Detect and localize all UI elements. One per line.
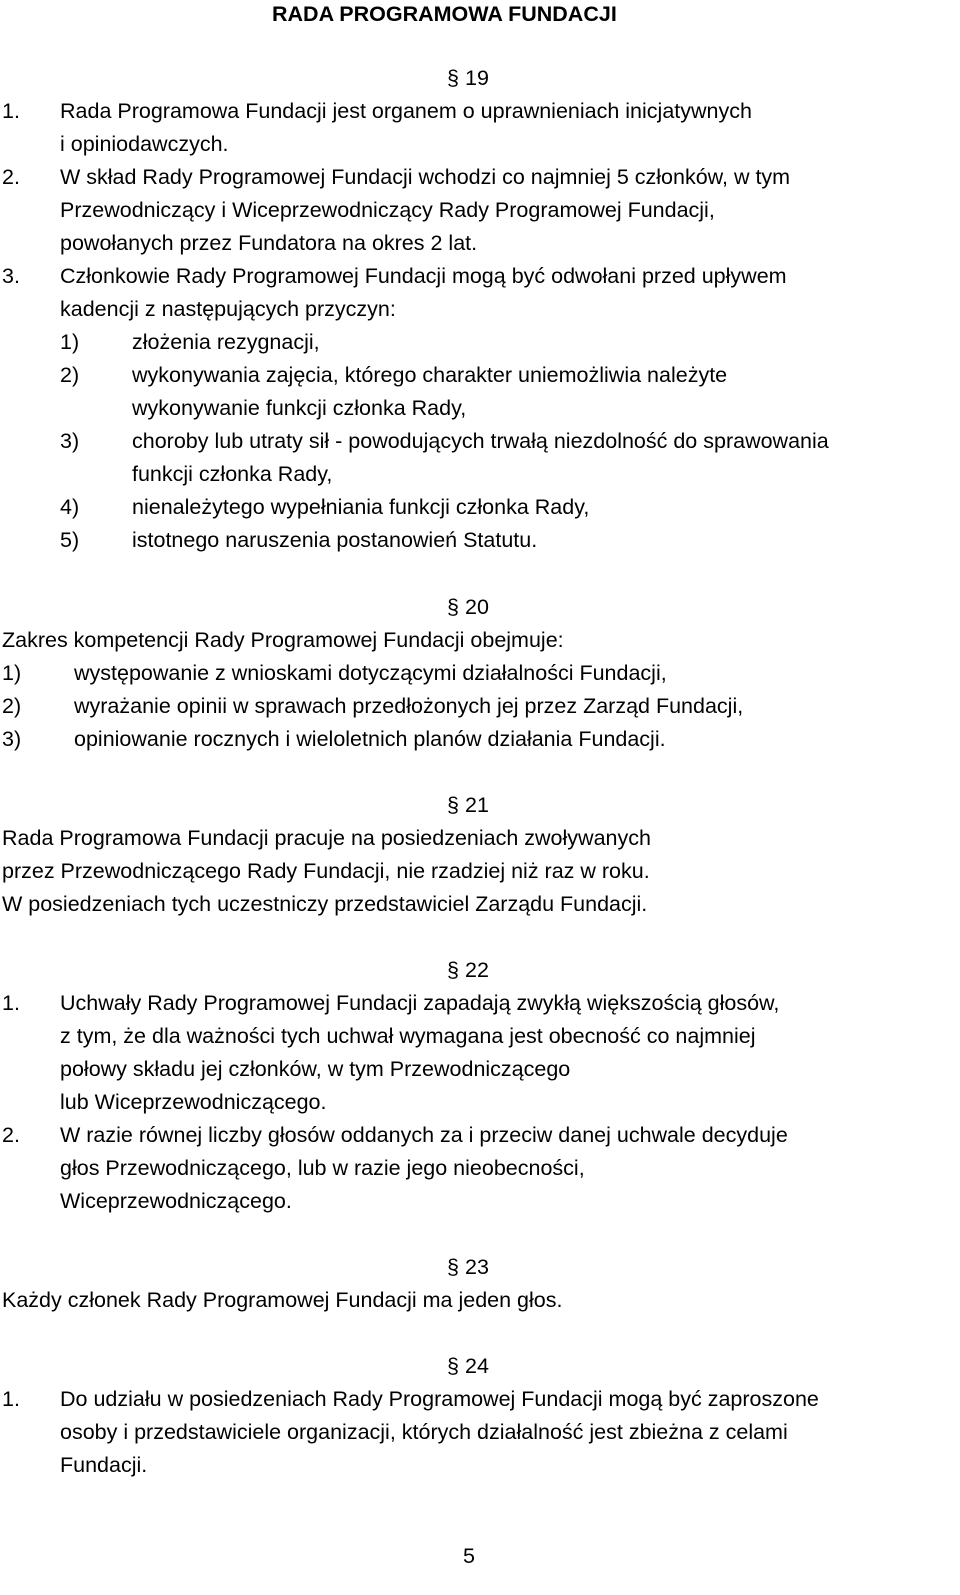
section-heading-21: § 21	[447, 793, 489, 817]
subitem-number: 2)	[60, 363, 80, 387]
section-heading-19: § 19	[447, 66, 489, 90]
item-number: 1)	[2, 661, 22, 685]
item-text: W razie równej liczby głosów oddanych za i przeciw danej uchwale decyduje	[60, 1123, 788, 1147]
item-text: Rada Programowa Fundacji jest organem o uprawnieniach inicjatywnych	[60, 99, 752, 123]
section-intro: Zakres kompetencji Rady Programowej Fundacji obejmuje:	[2, 628, 564, 652]
section-heading-23: § 23	[447, 1255, 489, 1279]
subitem-text: wykonywania zajęcia, którego charakter uniemożliwia należyte	[132, 363, 728, 387]
item-number: 2)	[2, 694, 22, 718]
subitem-text: nienależytego wypełniania funkcji członka Rady,	[132, 495, 590, 519]
section-sign-icon: §	[447, 595, 459, 619]
section-sign-icon: §	[447, 958, 459, 982]
section-sign-icon: §	[447, 1354, 459, 1378]
item-text: Członkowie Rady Programowej Fundacji mogą być odwołani przed upływem	[60, 264, 787, 288]
item-number: 3.	[2, 264, 20, 288]
item-text: Do udziału w posiedzeniach Rady Programowej Fundacji mogą być zaproszone	[60, 1387, 819, 1411]
item-text: kadencji z następujących przyczyn:	[60, 297, 396, 321]
subitem-text: funkcji członka Rady,	[132, 462, 333, 486]
item-text: głos Przewodniczącego, lub w razie jego nieobecności,	[60, 1156, 585, 1180]
item-text: i opiniodawczych.	[60, 132, 229, 156]
item-number: 1.	[2, 99, 20, 123]
paragraph-line: Rada Programowa Fundacji pracuje na posiedzeniach zwoływanych	[2, 826, 651, 850]
section-sign-icon: §	[447, 1255, 459, 1279]
paragraph-line: Każdy członek Rady Programowej Fundacji ma jeden głos.	[2, 1288, 563, 1312]
item-text: Uchwały Rady Programowej Fundacji zapadają zwykłą większością głosów,	[60, 991, 780, 1015]
section-sign-icon: §	[447, 793, 459, 817]
item-text: osoby i przedstawiciele organizacji, których działalność jest zbieżna z celami	[60, 1420, 788, 1444]
subitem-number: 5)	[60, 528, 80, 552]
subitem-text: wykonywanie funkcji członka Rady,	[132, 396, 467, 420]
section-heading-24: § 24	[447, 1354, 489, 1378]
item-text: Przewodniczący i Wiceprzewodniczący Rady Programowej Fundacji,	[60, 198, 715, 222]
item-number: 3)	[2, 727, 22, 751]
subitem-text: istotnego naruszenia postanowień Statutu.	[132, 528, 538, 552]
subitem-number: 3)	[60, 429, 80, 453]
section-heading-20: § 20	[447, 595, 489, 619]
item-text: lub Wiceprzewodniczącego.	[60, 1090, 327, 1114]
item-number: 2.	[2, 165, 20, 189]
subitem-number: 1)	[60, 330, 80, 354]
item-number: 2.	[2, 1123, 20, 1147]
item-text: z tym, że dla ważności tych uchwał wymagana jest obecność co najmniej	[60, 1024, 756, 1048]
item-text: połowy składu jej członków, w tym Przewodniczącego	[60, 1057, 571, 1081]
document-title: RADA PROGRAMOWA FUNDACJI	[272, 2, 617, 26]
section-sign-icon: §	[447, 66, 459, 90]
item-text: opiniowanie rocznych i wieloletnich planów działania Fundacji.	[74, 727, 666, 751]
subitem-text: choroby lub utraty sił - powodujących trwałą niezdolność do sprawowania	[132, 429, 829, 453]
item-text: wyrażanie opinii w sprawach przedłożonych jej przez Zarząd Fundacji,	[74, 694, 744, 718]
item-number: 1.	[2, 991, 20, 1015]
item-text: występowanie z wnioskami dotyczącymi działalności Fundacji,	[74, 661, 667, 685]
subitem-number: 4)	[60, 495, 80, 519]
section-heading-22: § 22	[447, 958, 489, 982]
item-text: Wiceprzewodniczącego.	[60, 1189, 292, 1213]
page-number: 5	[463, 1544, 475, 1568]
item-text: W skład Rady Programowej Fundacji wchodzi co najmniej 5 członków, w tym	[60, 165, 791, 189]
item-text: powołanych przez Fundatora na okres 2 lat.	[60, 231, 478, 255]
paragraph-line: przez Przewodniczącego Rady Fundacji, nie rzadziej niż raz w roku.	[2, 859, 650, 883]
item-number: 1.	[2, 1387, 20, 1411]
item-text: Fundacji.	[60, 1453, 148, 1477]
paragraph-line: W posiedzeniach tych uczestniczy przedstawiciel Zarządu Fundacji.	[2, 892, 648, 916]
subitem-text: złożenia rezygnacji,	[132, 330, 320, 354]
